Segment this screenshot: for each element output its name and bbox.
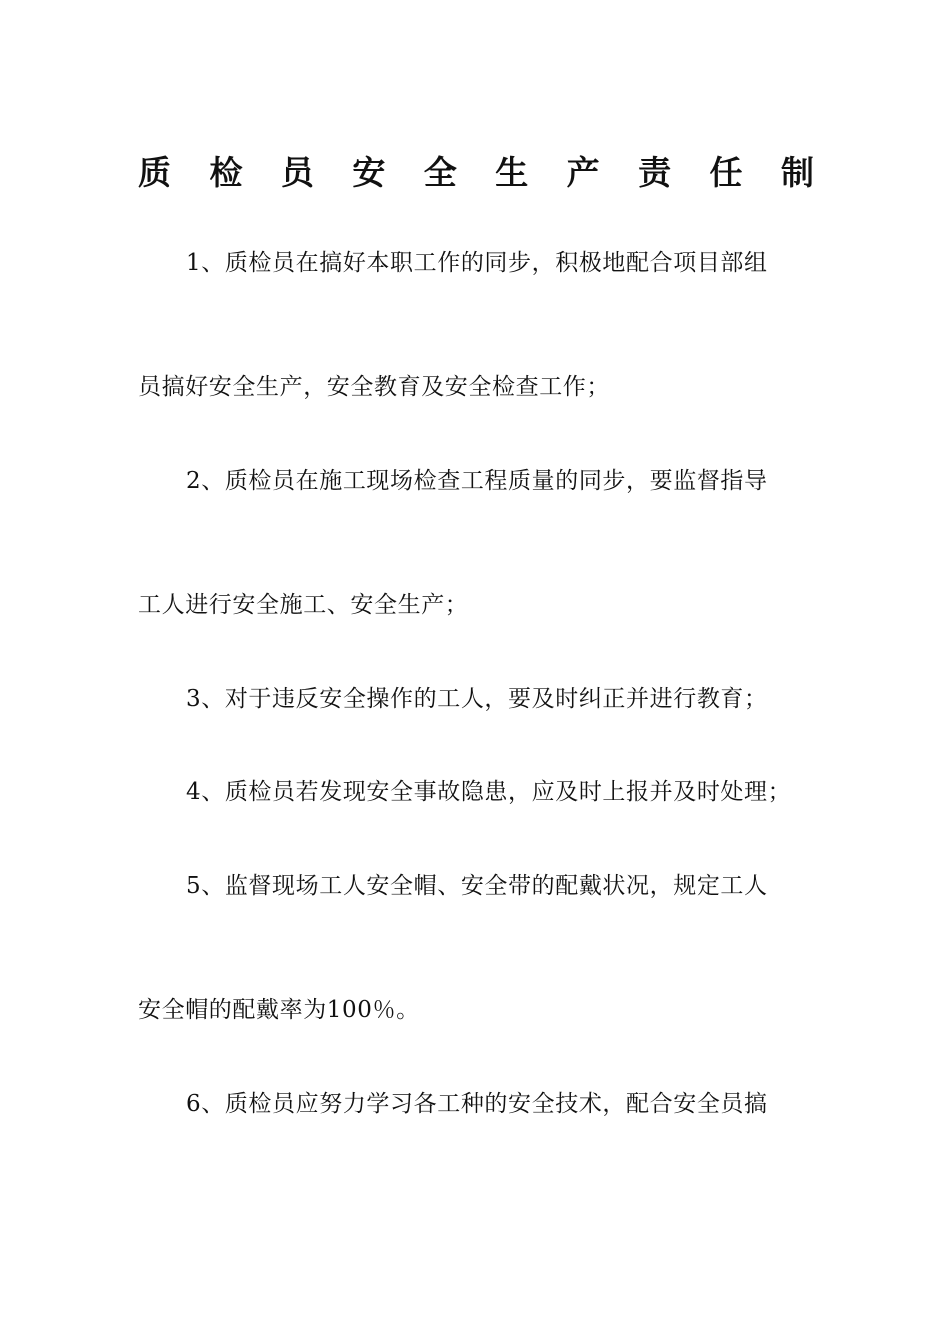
item-1-line-1: 1、质检员在搞好本职工作的同步，积极地配合项目部组 (186, 250, 768, 276)
item-3-line-1: 3、对于违反安全操作的工人，要及时纠正并进行教育； (186, 686, 768, 712)
title-char: 制 (780, 153, 814, 192)
item-6-line-1: 6、质检员应努力学习各工种的安全技术，配合安全员搞 (186, 1091, 768, 1117)
item-5-line-2: 安全帽的配戴率为100％。 (138, 997, 420, 1023)
title-char: 员 (280, 153, 314, 192)
title-char: 质 (138, 153, 171, 192)
item-4-line-1: 4、质检员若发现安全事故隐患，应及时上报并及时处理； (186, 779, 792, 805)
title-char: 产 (566, 153, 600, 192)
item-1-line-2: 员搞好安全生产，安全教育及安全检查工作； (138, 374, 610, 400)
title-char: 责 (638, 153, 672, 192)
item-5-line-1: 5、监督现场工人安全帽、安全带的配戴状况，规定工人 (186, 873, 768, 899)
title-char: 检 (209, 153, 243, 192)
page-title (138, 150, 814, 196)
title-char: 全 (423, 153, 457, 192)
title-char: 安 (352, 153, 386, 192)
title-char: 任 (709, 153, 743, 192)
title-char: 生 (495, 153, 529, 192)
item-2-line-1: 2、质检员在施工现场检查工程质量的同步，要监督指导 (186, 468, 768, 494)
item-2-line-2: 工人进行安全施工、安全生产； (138, 592, 469, 618)
